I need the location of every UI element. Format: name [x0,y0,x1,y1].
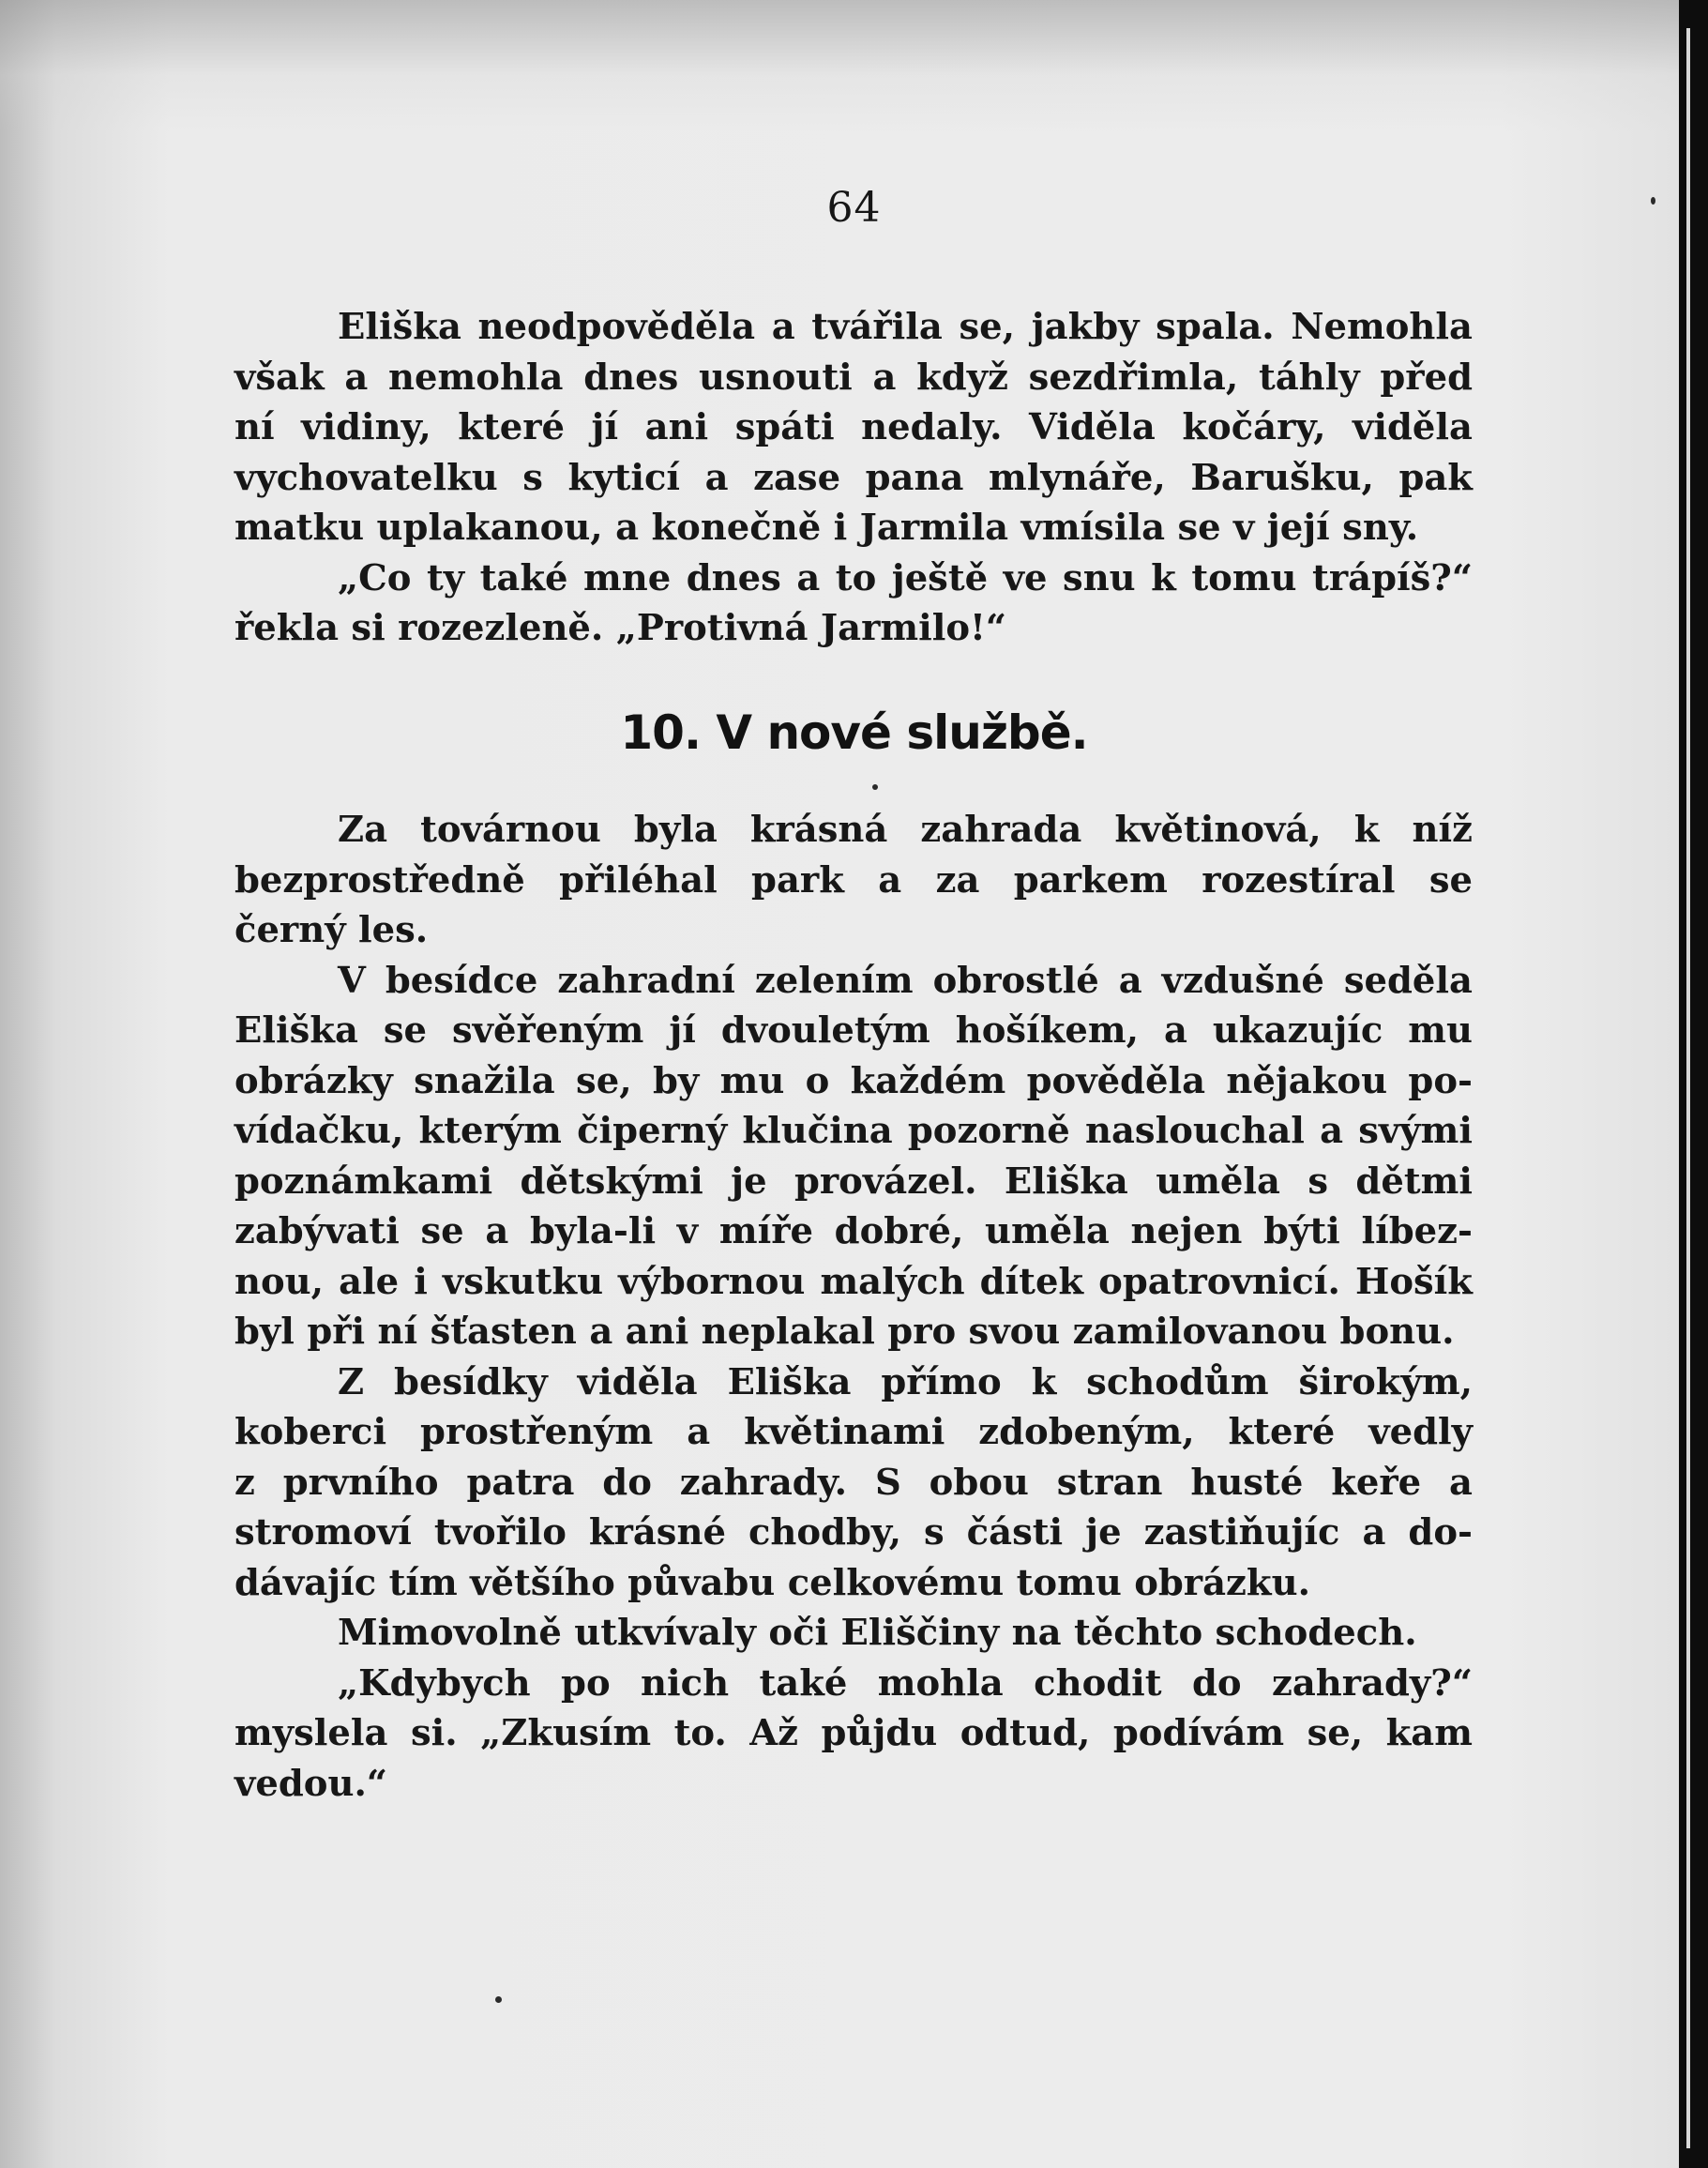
scan-border [1679,0,1708,2168]
text-line: nou, ale i vskutku výbornou malých dítek opatrovnicí. Hošík [234,1260,1473,1303]
text-line: Eliška neodpověděla a tvářila se, jakby spala. Nemohla [338,306,1473,348]
text-block-top [234,302,1473,654]
text-line: vychovatelku s kyticí a zase pana mlynáře, Barušku, pak [234,456,1473,499]
text-line: byl při ní šťasten a ani neplakal pro svou zamilovanou bonu. [234,1311,1455,1353]
chapter-heading: 10. V nové službě. [620,705,1088,760]
text-line: černý les. [234,909,429,951]
text-line: V besídce zahradní zelením obrostlé a vzdušné seděla [338,959,1473,1002]
text-line: obrázky snažila se, by mu o každém pověděla nějakou po- [234,1059,1473,1102]
text-line: však a nemohla dnes usnouti a když sezdřimla, táhly před [234,356,1473,399]
page-number: 64 [826,184,882,232]
text-line: poznámkami dětskými je provázel. Eliška uměla s dětmi [234,1160,1473,1203]
text-line: matku uplakanou, a konečně i Jarmila vmísila se v její sny. [234,507,1419,549]
text-line: „Kdybych po nich také mohla chodit do zahrady?“ [338,1661,1473,1705]
text-line: vedou.“ [234,1762,388,1805]
ink-speck [495,1996,502,2003]
text-line: Eliška se svěřeným jí dvouletým hošíkem, a ukazujíc mu [234,1009,1473,1052]
text-line: bezprostředně přiléhal park a za parkem rozestíral se [234,858,1473,902]
text-line: Za továrnou byla krásná zahrada květinová, k níž [338,809,1473,851]
text-line: myslela si. „Zkusím to. Až půjdu odtud, podívám se, kam [234,1712,1473,1754]
text-line: zabývati se a byla-li v míře dobré, uměla nejen býti líbez- [234,1210,1473,1252]
text-line: Z besídky viděla Eliška přímo k schodům širokým, [338,1360,1473,1403]
text-line: řekla si rozezleně. „Protivná Jarmilo!“ [234,607,1007,649]
text-line: Mimovolně utkvívaly oči Eliščiny na těchto schodech. [338,1612,1417,1654]
text-line: dávajíc tím většího půvabu celkovému tomu obrázku. [234,1561,1310,1604]
ink-speck [872,784,878,790]
page-shadow [0,0,1679,131]
text-line: ní vidiny, které jí ani spáti nedaly. Viděla kočáry, viděla [234,406,1473,448]
text-line: z prvního patra do zahrady. S obou stran husté keře a [234,1461,1473,1504]
text-line: stromoví tvořilo krásné chodby, s části je zastiňujíc a do- [234,1511,1473,1554]
text-line: koberci prostřeným a květinami zdobeným, které vedly [234,1411,1473,1453]
text-block-bottom [234,805,1473,1809]
scan-border-line [1686,28,1690,2148]
text-line: „Co ty také mne dnes a to ještě ve snu k tomu trápíš?“ [338,556,1473,599]
text-line: vídačku, kterým čiperný klučina pozorně naslouchal a svými [234,1110,1473,1152]
